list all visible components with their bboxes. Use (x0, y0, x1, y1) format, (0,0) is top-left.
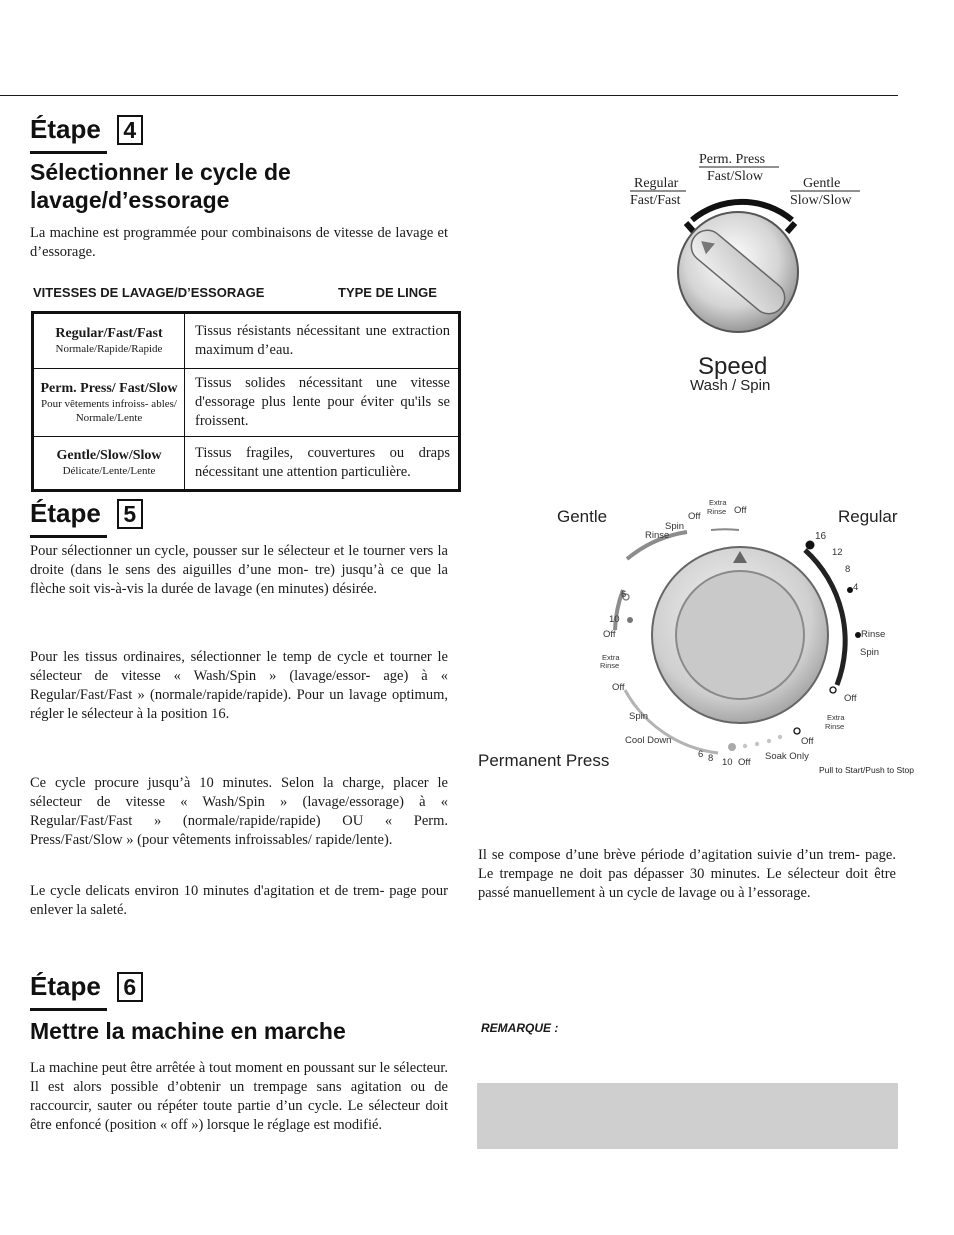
speed-perm-1: Perm. Press (699, 152, 766, 167)
lbl-10-b: 10 (722, 757, 733, 768)
top-rule (0, 95, 898, 96)
step4-number: 4 (117, 115, 143, 145)
lbl-off-l2: Off (603, 629, 616, 640)
table-row (33, 313, 460, 369)
lbl-off-er: Off (734, 505, 747, 516)
step4-label: Étape (30, 114, 101, 147)
row-title: Gentle/Slow/Slow (56, 448, 162, 463)
step5-para-2: Pour les tissus ordinaires, sélectionner le temp de cycle et tourner le sélecteur de vitesse « Wash/Spin » (lavage/essor- age) à « Regular/Fast/Fast » (normale/rapide/rapide). Pour un lavage optimum, régler le sélecteur à la position 16. (30, 649, 448, 722)
lbl-off-top: Off (688, 511, 701, 522)
row-subtitle: Pour vêtements infroiss- ables/ Normale/Lente (41, 397, 177, 424)
lbl-off-r: Off (844, 693, 857, 704)
speed-tick (686, 223, 694, 232)
lbl-rinse-r: Rinse (861, 629, 886, 640)
table-cell (33, 369, 185, 437)
speed-regular-1: Regular (634, 176, 679, 191)
lbl-10-l: 10 (609, 614, 620, 625)
speed-perm-2: Fast/Slow (707, 169, 764, 184)
lbl-extra-r: Extra (827, 713, 845, 722)
marker-off2-ring (794, 728, 800, 734)
step6-label: Étape (30, 971, 101, 1004)
regular-label: Regular (838, 507, 898, 526)
speed-regular-2: Fast/Fast (630, 193, 681, 208)
lbl-spin-l: Spin (629, 711, 649, 722)
remarque-label: REMARQUE : (481, 1021, 559, 1035)
marker-16-dot (806, 541, 815, 550)
table-row (33, 369, 460, 437)
marker-soak-dot (728, 743, 736, 751)
row-description: Tissus solides nécessitant une vitesse d'essorage plus lente pour éviter qu'ils se froissent. (185, 369, 460, 437)
lbl-6-b: 6 (698, 749, 704, 760)
lbl-off-r2: Off (801, 736, 814, 747)
row-description: Tissus résistants nécessitant une extraction maximum d’eau. (185, 313, 460, 369)
table-row (33, 437, 460, 491)
lbl-extra: Extra (709, 498, 727, 507)
table-cell (33, 313, 185, 369)
lbl-16: 16 (815, 531, 827, 542)
note-box (477, 1083, 898, 1149)
lbl-off-b: Off (738, 757, 751, 768)
lbl-spin-r: Spin (860, 647, 880, 658)
row-subtitle: Délicate/Lente/Lente (62, 465, 156, 477)
extra-rinse-arc (711, 529, 739, 530)
table-cell (33, 437, 185, 491)
lbl-rinse-top: Rinse (645, 530, 670, 541)
permanent-press-label: Permanent Press (478, 751, 610, 770)
speed-tick (787, 223, 795, 232)
lbl-6-l: 6 (621, 589, 627, 600)
step6-title (30, 971, 143, 1003)
speed-subtitle: Wash / Spin (690, 377, 771, 394)
lbl-cool-down: Cool Down (625, 735, 672, 746)
speed-gentle-2: Slow/Slow (790, 193, 852, 208)
step4-intro: La machine est programmée pour combinaisons de vitesse de lavage et d’essorage. (30, 225, 448, 260)
step5-para-1: Pour sélectionner un cycle, pousser sur le sélecteur et le tourner vers la droite (dans le sens des aiguilles d’une mon- tre) jusqu’à ce que la flèche soit vis-à-vis la durée de lavage (en minutes) désirée. (30, 543, 448, 597)
gentle-label: Gentle (557, 507, 608, 526)
speed-title: Speed (698, 353, 768, 380)
lbl-4: 4 (853, 582, 859, 593)
speed-gentle-1: Gentle (803, 176, 841, 191)
speed-table (31, 311, 461, 492)
lbl-extra-l: Extra (602, 653, 620, 662)
speed-dial (620, 140, 880, 410)
lbl-spin-top: Spin (665, 521, 685, 532)
step5-para-4: Le cycle delicats environ 10 minutes d'agitation et de trem- page pour enlever la saleté. (30, 883, 448, 918)
lbl-12: 12 (832, 547, 843, 558)
soak-text: Il se compose d’une brève période d’agitation suivie d’un trem- page. Le trempage ne doit pas dépasser 30 minutes. Le sélecteur doit être passé manuellement à un cycle de lavage ou à l’essorage. (478, 847, 896, 901)
step5-title (30, 498, 143, 530)
lbl-rinse-l: Rinse (600, 661, 620, 670)
step5-para-3: Ce cycle procure jusqu’à 10 minutes. Selon la charge, placer le sélecteur de vitesse « Wash/Spin » (lavage/essorage) à « Regular/Fast/Fast » (normale/rapide/rapide) OU « Perm. Press/Fast/Slow » (pour vêtements infroissables/ rapide/lente). (30, 775, 448, 848)
step5-number: 5 (117, 499, 143, 529)
col-type-header: TYPE DE LINGE (338, 285, 437, 300)
row-subtitle: Normale/Rapide/Rapide (55, 343, 163, 355)
lbl-8: 8 (845, 564, 851, 575)
step4-title (30, 114, 143, 146)
pull-to-start-label: Pull to Start/Push to Stop (819, 765, 914, 775)
lbl-soak-only: Soak Only (765, 751, 809, 762)
marker-off-ring (830, 687, 836, 693)
row-title: Perm. Press/ Fast/Slow (40, 380, 178, 396)
lbl-rinse-r2: Rinse (825, 722, 845, 731)
row-title: Regular/Fast/Fast (55, 326, 163, 341)
lbl-off-l: Off (612, 682, 625, 693)
col-speed-header: VITESSES DE LAVAGE/D’ESSORAGE (33, 285, 265, 300)
marker-10-dot (627, 617, 633, 623)
soak-dots (743, 735, 782, 748)
step6-text: La machine peut être arrêtée à tout moment en poussant sur le sélecteur. Il est alors possible d’obtenir un trempage sans agitation ou de raccourcir, sauter ou répéter toute partie d’un cycle. Le sélecteur doit être enfoncé (position « off ») lorsque le réglage est modifié. (30, 1060, 448, 1133)
step4-heading: Sélectionner le cycle de lavage/d’essorage (30, 159, 291, 213)
lbl-8-b: 8 (708, 753, 714, 764)
timer-knob-center (676, 571, 804, 699)
lbl-rinse-small: Rinse (707, 507, 727, 516)
row-description: Tissus fragiles, couvertures ou draps nécessitant une attention particulière. (185, 437, 460, 491)
timer-dial (475, 495, 925, 780)
step6-number: 6 (117, 972, 143, 1002)
step5-label: Étape (30, 498, 101, 531)
step6-heading: Mettre la machine en marche (30, 1018, 346, 1044)
